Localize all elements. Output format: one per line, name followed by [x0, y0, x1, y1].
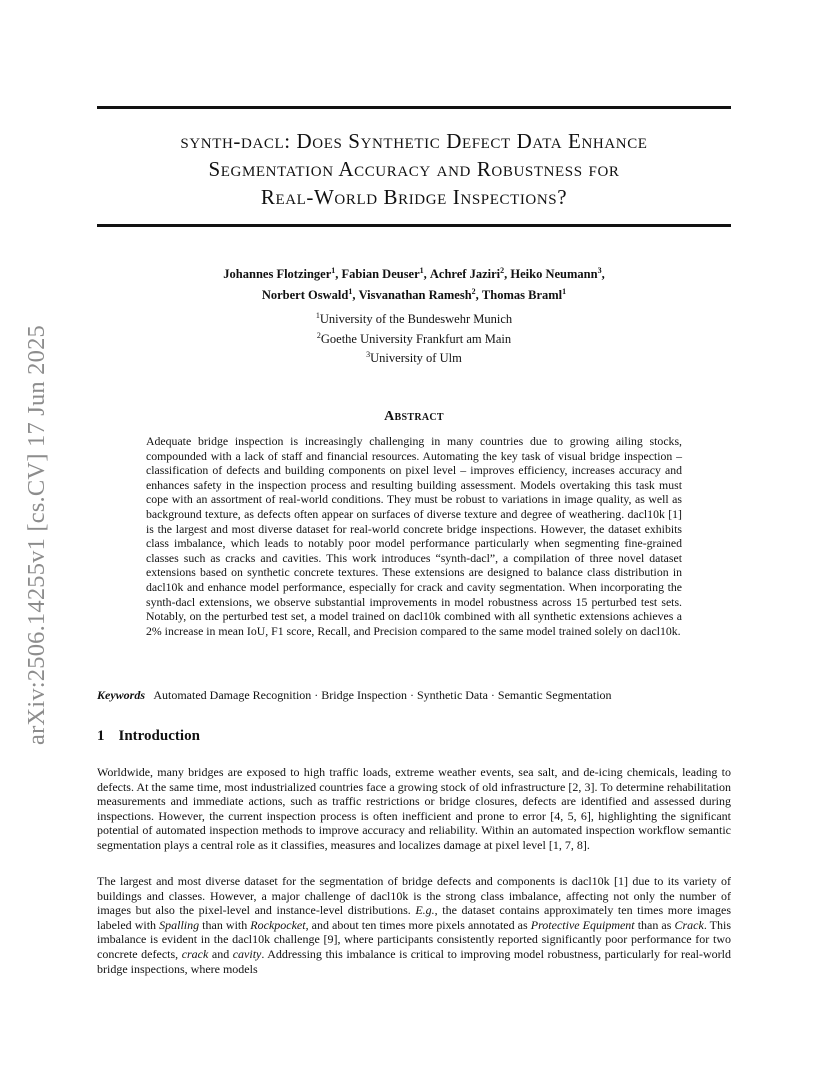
paragraph-text: than with [199, 917, 251, 932]
affiliations [97, 308, 731, 367]
intro-paragraph-2 [97, 874, 731, 976]
section-number: 1 [97, 728, 105, 744]
author-affiliation-mark: 2 [500, 266, 505, 275]
affiliation-name: Goethe University Frankfurt am Main [320, 331, 512, 346]
affiliation [97, 308, 731, 328]
paragraph-text: and [208, 946, 233, 961]
affiliation [97, 328, 731, 348]
title-top-rule [97, 106, 731, 109]
arxiv-identifier-text: arXiv:2506.14255v1 [cs.CV] 17 Jun 2025 [23, 325, 50, 745]
defect-cavity: cavity [232, 946, 262, 961]
class-name-spalling: Spalling [159, 917, 200, 932]
affiliation-number: 3 [366, 350, 371, 360]
defect-crack: crack [181, 946, 209, 961]
affiliation-name: University of Ulm [370, 351, 462, 366]
paragraph-text: , the dataset contains approximately ten times more images labeled with [97, 903, 731, 932]
author-list [97, 262, 731, 304]
author-affiliation-mark: 1 [419, 266, 424, 275]
author-affiliation-mark: 1 [348, 287, 353, 297]
paragraph-text: The largest and most diverse dataset for the segmentation of bridge defects and components is dacl10k [1] due to its variety of buildings and classes. However, a major challenge of dacl10k is the strong class imbalance, affecting not only the number of images but also the pixel-level and instance-level distributions. [97, 874, 731, 918]
affiliation [97, 347, 731, 367]
paper-title [97, 127, 731, 211]
paragraph-text: than as [634, 917, 675, 932]
title-line-1: synth-dacl: Does Synthetic Defect Data Enhance [180, 129, 648, 153]
author-name: Achref Jaziri [429, 267, 501, 282]
paragraph-text: , and about ten times more pixels annotated as [305, 917, 531, 932]
abstract-heading: Abstract [384, 409, 444, 424]
author-name: Norbert Oswald [261, 288, 349, 303]
keywords-label: Keywords [97, 688, 145, 702]
keywords-list: Automated Damage Recognition · Bridge Inspection · Synthetic Data · Semantic Segmentation [153, 688, 612, 702]
class-name-crack: Crack [674, 917, 704, 932]
author-name: Fabian Deuser [341, 267, 420, 282]
paragraph-emphasis: E.g. [415, 903, 435, 918]
affiliation-name: University of the Bundeswehr Munich [319, 312, 513, 327]
abstract-body: Adequate bridge inspection is increasingly challenging in many countries due to growing ailing stocks, compounded with a lack of staff and financial resources. Automating the key task of visual bridge inspection – classification of defects and building components on pixel level – improves efficiency, increases accuracy and enhances safety in the inspection process and resulting building assessment. Models overtaking this task must cope with an assortment of real-world conditions. They must be robust to variations in image quality, as well as background texture, as defects often appear on surfaces of diverse texture and degree of weathering. dacl10k [1] is the largest and most diverse dataset for real-world concrete bridge inspections. However, the dataset exhibits class imbalance, which leads to notably poor model performance particularly when segmenting fine-grained classes such as cracks and cavities. This work introduces “synth-dacl”, a compilation of three novel dataset extensions based on synthetic concrete textures. These extensions are designed to balance class distribution in dacl10k and enhance model performance, especially for crack and cavity segmentation. When incorporating the synth-dacl extensions, we observe substantial improvements in model robustness across 15 perturbed test sets. Notably, on the perturbed test set, a model trained on dacl10k combined with all synthetic extensions achieves a 2% increase in mean IoU, F1 score, Recall, and Precision compared to the same model trained solely on dacl10k. [146, 434, 682, 638]
section-heading [97, 728, 200, 745]
section-title: Introduction [118, 728, 200, 744]
title-line-2: Segmentation Accuracy and Robustness for [208, 157, 620, 181]
class-name-protective-equipment: Protective Equipment [530, 917, 635, 932]
keywords [97, 688, 731, 703]
paragraph-text: . This imbalance is evident in the dacl10k challenge [9], where participants consistently reported significantly poor performance for two concrete defects, [97, 917, 732, 961]
author-name: Heiko Neumann [510, 267, 598, 282]
author-affiliation-mark: 3 [597, 266, 602, 275]
author-line-1: Johannes Flotzinger$^1$, Fabian Deuser$^1$, Achref Jaziri$^2$, Heiko Neumann$^3$, [223, 266, 605, 282]
author-name: Visvanathan Ramesh [358, 288, 472, 303]
author-affiliation-mark: 2 [471, 287, 476, 297]
intro-paragraph-1: Worldwide, many bridges are exposed to high traffic loads, extreme weather events, sea salt, and de-icing chemicals, leading to defects. At the same time, most industrialized countries face a growing stock of old infrastructure [2, 3]. To determine rehabilitation measurements and immediate actions, such as traffic restrictions or bridge closures, defects are identified and assessed during inspections. However, the current inspection process is often inefficient and prone to error [4, 5, 6], highlighting the significant potential of automated inspection methods to improve accuracy and reliability. Within an automated inspection workflow semantic segmentation plays a central role as it classifies, measures and localizes damage at pixel level [1, 7, 8]. [97, 765, 731, 852]
author-name: Johannes Flotzinger [223, 267, 332, 282]
class-name-rockpocket: Rockpocket [250, 917, 306, 932]
paragraph-text: . Addressing this imbalance is critical to improving model robustness, particularly for real-world bridge inspections, where models [97, 946, 731, 976]
author-affiliation-mark: 1 [562, 287, 567, 297]
author-name: Thomas Braml [481, 288, 563, 303]
arxiv-identifier [8, 300, 66, 770]
title-bottom-rule [97, 224, 731, 227]
affiliation-number: 1 [315, 311, 320, 320]
affiliation-number: 2 [316, 330, 321, 340]
title-line-3: Real-World Bridge Inspections? [260, 185, 568, 209]
author-affiliation-mark: 1 [331, 266, 336, 275]
author-line-2: Norbert Oswald$^1$, Visvanathan Ramesh$^2$, Thomas Braml$^1$ [261, 287, 567, 303]
